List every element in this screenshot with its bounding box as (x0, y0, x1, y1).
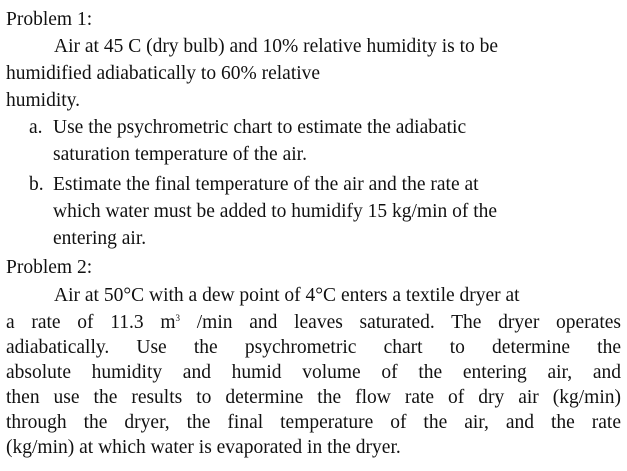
item-b-marker: b. (29, 174, 44, 195)
problem-2-line-4: absolute humidity and humid volume of the entering air, and (6, 362, 621, 383)
problem-2-line-5: then use the results to determine the flow rate of dry air (kg/min) (6, 387, 621, 408)
item-a-line-1: Use the psychrometric chart to estimate the adiabatic (53, 117, 467, 138)
problem-2-body (6, 310, 621, 460)
problem-2-line-7: (kg/min) at which water is evaporated in the dryer. (6, 437, 401, 458)
item-a-line-2: saturation temperature of the air. (53, 144, 307, 165)
problem-1-intro-line-3: humidity. (6, 90, 81, 111)
problem-1-heading: Problem 1: (6, 9, 93, 30)
item-b-line-1: Estimate the final temperature of the air and the rate at (53, 174, 479, 195)
cubic-superscript: 3 (175, 313, 181, 323)
problem-2-line-1: Air at 50°C with a dew point of 4°C enters a textile dryer at (54, 285, 520, 306)
problem-2-line-6: through the dryer, the final temperature of the air, and the rate (6, 412, 621, 433)
problem-1-intro-line-2: humidified adiabatically to 60% relative (6, 63, 321, 84)
item-b-line-3: entering air. (53, 228, 147, 249)
line-2-remainder: /min and leaves saturated. The dryer operates (180, 312, 621, 333)
problem-2-line-2 (6, 310, 621, 335)
item-b-line-2: which water must be added to humidify 15 kg/min of the (53, 201, 498, 222)
flow-rate-text: a rate of 11.3 m (6, 312, 176, 333)
problem-2-heading: Problem 2: (6, 257, 93, 278)
problem-1-intro-line-1: Air at 45 C (dry bulb) and 10% relative humidity is to be (54, 36, 499, 57)
item-a-marker: a. (29, 117, 43, 138)
problem-2-line-3: adiabatically. Use the psychrometric chart to determine the (6, 337, 621, 358)
